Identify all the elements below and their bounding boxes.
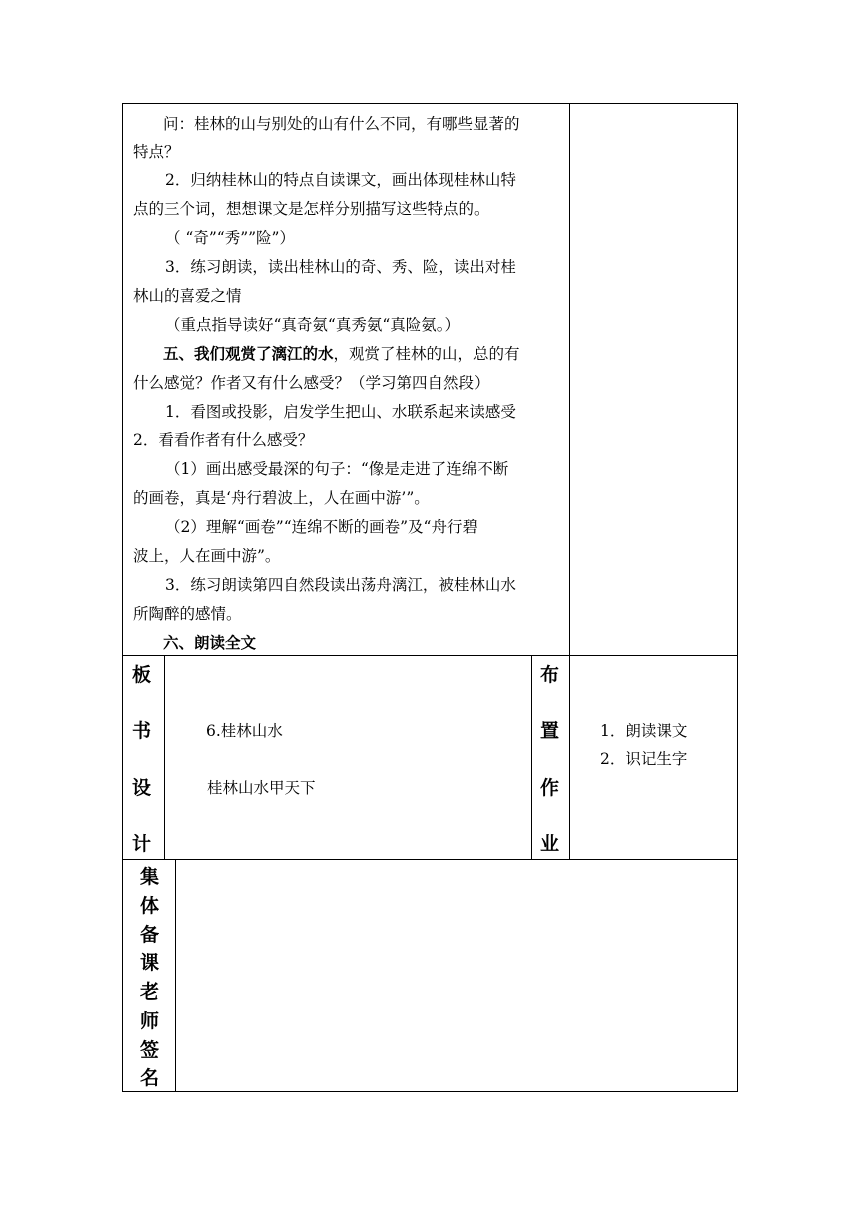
homework-label-cell bbox=[531, 655, 570, 860]
board-label-cell bbox=[122, 655, 165, 860]
text-line: 波上，人在画中游”。 bbox=[133, 547, 281, 565]
homework-label-char: 置 bbox=[540, 720, 560, 742]
text-line: 什么感觉？作者又有什么感受？（学习第四自然段） bbox=[133, 374, 490, 392]
board-label-char: 计 bbox=[132, 833, 152, 855]
signature-label-char: 师 bbox=[140, 1010, 160, 1032]
homework-content-cell bbox=[569, 655, 738, 860]
notes-cell bbox=[569, 103, 738, 656]
text-line: 林山的喜爱之情 bbox=[133, 287, 242, 305]
section-5-heading bbox=[163, 344, 520, 364]
homework-item: 2．识记生字 bbox=[600, 750, 688, 768]
signature-content-cell[interactable] bbox=[175, 859, 738, 1092]
board-title: 6.桂林山水 bbox=[206, 722, 283, 740]
board-label-char: 书 bbox=[132, 720, 152, 742]
text-line: 3．练习朗读，读出桂林山的奇、秀、险，读出对桂 bbox=[165, 258, 516, 276]
signature-label-char: 签 bbox=[140, 1039, 160, 1061]
signature-label-char: 老 bbox=[140, 981, 160, 1003]
text-line: 所陶醉的感情。 bbox=[133, 605, 242, 623]
text-line: （ “奇”“秀””险”） bbox=[165, 229, 295, 247]
main-content-cell bbox=[122, 103, 570, 656]
board-subtitle: 桂林山水甲天下 bbox=[207, 779, 316, 797]
signature-label-char: 名 bbox=[140, 1067, 160, 1089]
section-5-rest: ，观赏了桂林的山，总的有 bbox=[333, 345, 520, 363]
text-line: 点的三个词，想想课文是怎样分别描写这些特点的。 bbox=[133, 200, 490, 218]
text-line: （2）理解“画卷”“连绵不断的画卷”及“舟行碧 bbox=[165, 518, 478, 536]
section-5-bold-lead: 五、我们观赏了漓江的水 bbox=[163, 344, 334, 363]
text-line: 2．归纳桂林山的特点自读课文，画出体现桂林山特 bbox=[165, 171, 516, 189]
homework-label-char: 作 bbox=[540, 777, 560, 799]
text-line: 3．练习朗读第四自然段读出荡舟漓江，被桂林山水 bbox=[165, 576, 516, 594]
signature-label-char: 备 bbox=[140, 924, 160, 946]
board-label-char: 设 bbox=[132, 777, 152, 799]
signature-label-char: 集 bbox=[140, 866, 160, 888]
signature-label-char: 课 bbox=[140, 952, 160, 974]
text-line: （重点指导读好“真奇氨“真秀氨“真险氨。） bbox=[165, 316, 461, 334]
text-line: 的画卷，真是‘舟行碧波上，人在画中游’”。 bbox=[133, 489, 430, 507]
homework-label-char: 布 bbox=[540, 664, 560, 686]
homework-label-char: 业 bbox=[540, 833, 560, 855]
board-label-char: 板 bbox=[132, 664, 152, 686]
text-line: 问：桂林的山与别处的山有什么不同，有哪些显著的 bbox=[163, 115, 520, 133]
signature-label-char: 体 bbox=[140, 895, 160, 917]
text-line: （1）画出感受最深的句子：“像是走进了连绵不断 bbox=[165, 460, 509, 478]
text-line: 1．看图或投影，启发学生把山、水联系起来读感受 bbox=[165, 403, 516, 421]
text-line: 2．看看作者有什么感受？ bbox=[133, 431, 314, 449]
board-content-cell bbox=[164, 655, 532, 860]
section-6-heading: 六、朗读全文 bbox=[163, 633, 257, 652]
homework-item: 1．朗读课文 bbox=[600, 722, 688, 740]
signature-label-cell bbox=[122, 859, 176, 1092]
text-line: 特点？ bbox=[133, 143, 180, 161]
